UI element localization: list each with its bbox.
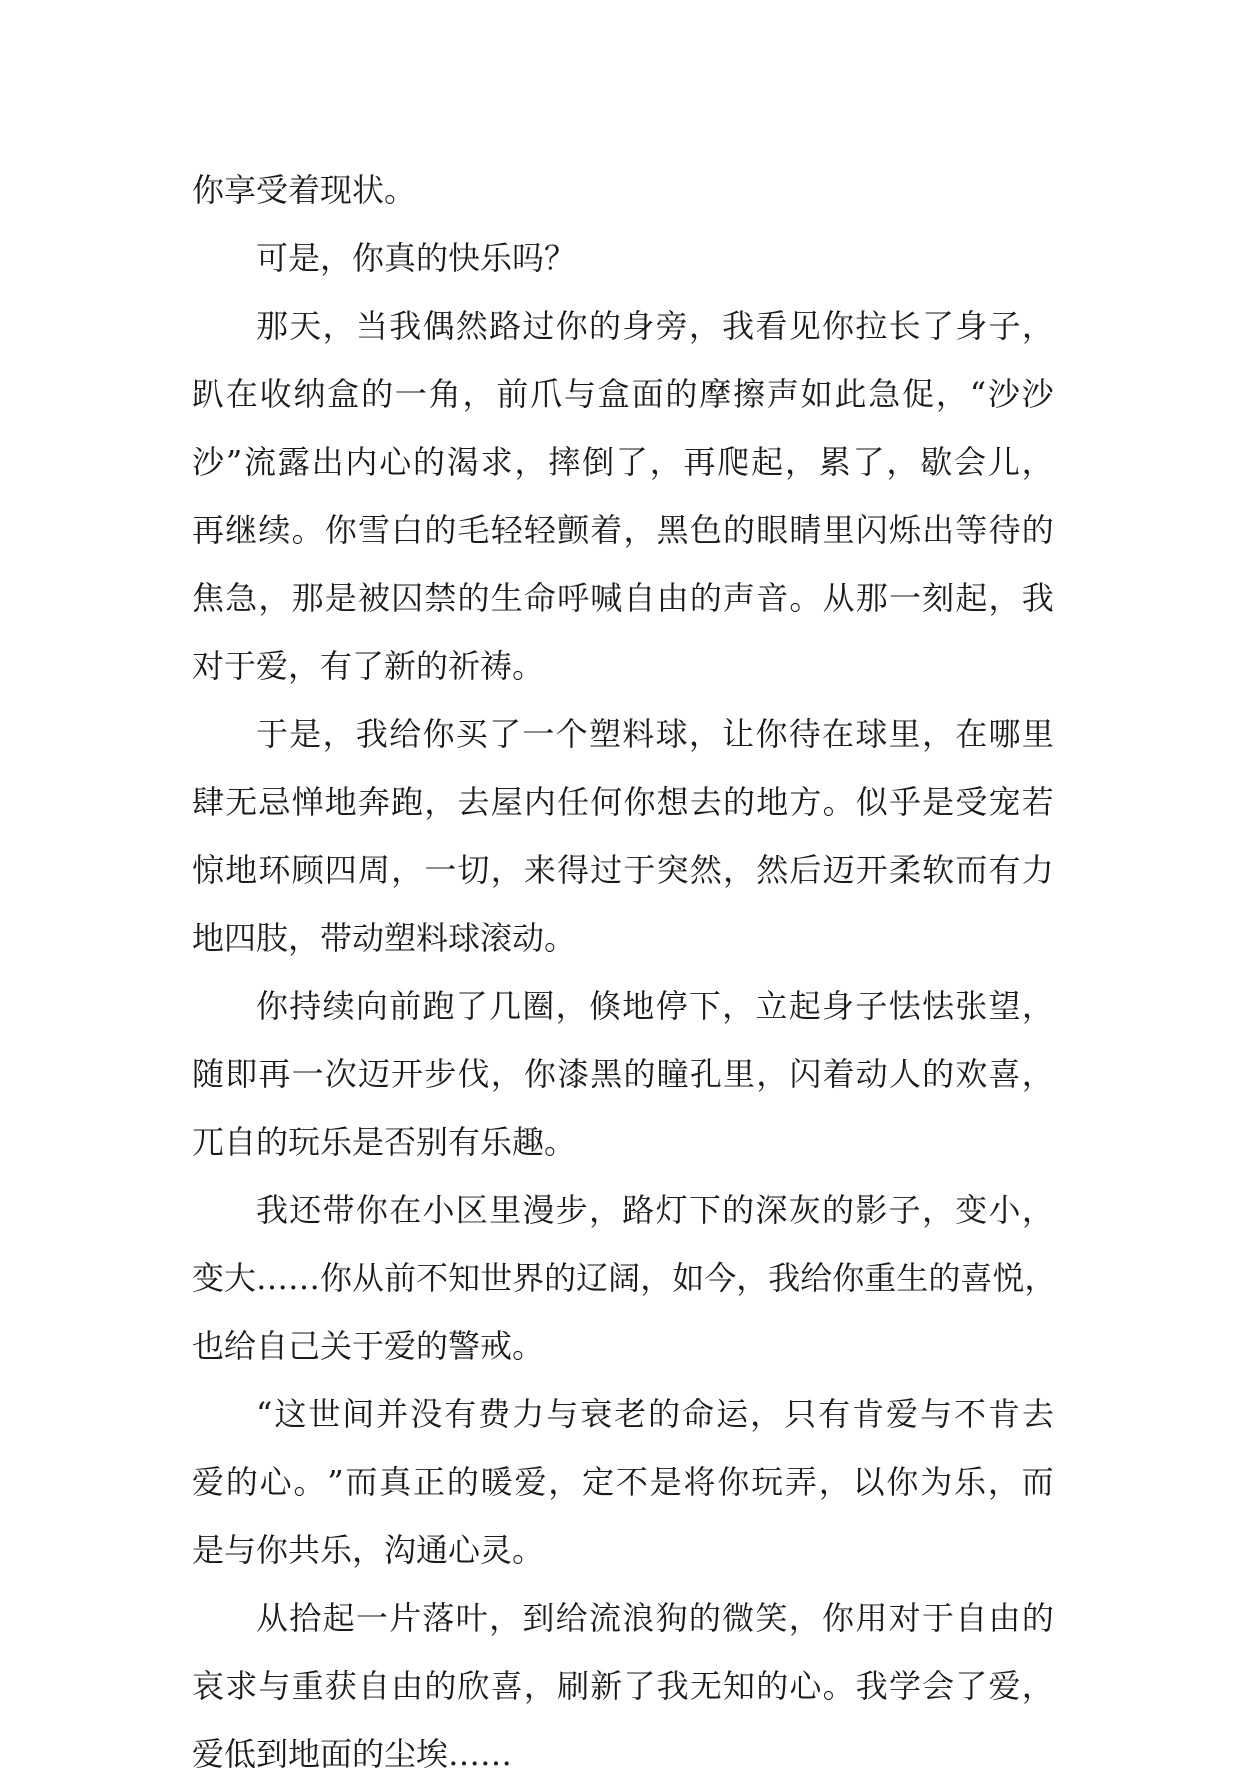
text-line: 沙 ” 流 露 出 内 心 的 渴 求 ， 摔 倒 了 ， 再 爬 起 ， 累 了 ， 歇 会 儿 ，	[192, 443, 1054, 481]
text-line: 那 天 ， 当 我 偶 然 路 过 你 的 身 旁 ， 我 看 见 你 拉 长 了 身 子 ，	[256, 307, 1054, 345]
text-line: 从 拾 起 一 片 落 叶 ， 到 给 流 浪 狗 的 微 笑 ， 你 用 对 于 自 由 的	[256, 1599, 1054, 1637]
text-line: 兀自的玩乐是否别有乐趣。	[192, 1123, 577, 1161]
text-line: 于 是 ， 我 给 你 买 了 一 个 塑 料 球 ， 让 你 待 在 球 里 ， 在 哪 里	[256, 715, 1054, 753]
text-line: 变 大 … … 你 从 前 不 知 世 界 的 辽 阔 ， 如 今 ， 我 给 你 重 生 的 喜 悦 ，	[192, 1259, 1057, 1297]
text-line: 可是，你真的快乐吗？	[256, 239, 577, 277]
text-line: 趴 在 收 纳 盒 的 一 角 ， 前 爪 与 盒 面 的 摩 擦 声 如 此 急 促 ， “ 沙 沙	[192, 375, 1054, 413]
text-line: 你享受着现状。	[192, 171, 417, 209]
text-line: 随 即 再 一 次 迈 开 步 伐 ， 你 漆 黑 的 瞳 孔 里 ， 闪 着 动 人 的 欢 喜 ，	[192, 1055, 1054, 1093]
text-line: 惊 地 环 顾 四 周 ， 一 切 ， 来 得 过 于 突 然 ， 然 后 迈 开 柔 软 而 有 力	[192, 851, 1054, 889]
text-line: 哀 求 与 重 获 自 由 的 欣 喜 ， 刷 新 了 我 无 知 的 心 。 我 学 会 了 爱 ，	[192, 1667, 1054, 1705]
text-line: “ 这 世 间 并 没 有 费 力 与 衰 老 的 命 运 ， 只 有 肯 爱 与 不 肯 去	[256, 1395, 1054, 1433]
text-line: 爱低到地面的尘埃……	[192, 1735, 513, 1773]
text-line: 焦 急 ， 那 是 被 囚 禁 的 生 命 呼 喊 自 由 的 声 音 。 从 那 一 刻 起 ， 我	[192, 579, 1054, 617]
text-line: 再 继 续 。 你 雪 白 的 毛 轻 轻 颤 着 ， 黑 色 的 眼 睛 里 闪 烁 出 等 待 的	[192, 511, 1054, 549]
text-line: 也给自己关于爱的警戒。	[192, 1327, 545, 1365]
document-body	[192, 156, 1057, 1788]
text-line: 你 持 续 向 前 跑 了 几 圈 ， 倏 地 停 下 ， 立 起 身 子 怯 怯 张 望 ，	[256, 987, 1054, 1025]
text-line: 是与你共乐，沟通心灵。	[192, 1531, 545, 1569]
text-line: 我 还 带 你 在 小 区 里 漫 步 ， 路 灯 下 的 深 灰 的 影 子 ， 变 小 ，	[256, 1191, 1054, 1229]
text-line: 对于爱，有了新的祈祷。	[192, 647, 545, 685]
text-line: 地四肢，带动塑料球滚动。	[192, 919, 577, 957]
text-line: 肆 无 忌 惮 地 奔 跑 ， 去 屋 内 任 何 你 想 去 的 地 方 。 似 乎 是 受 宠 若	[192, 783, 1054, 821]
text-line: 爱 的 心 。 ” 而 真 正 的 暖 爱 ， 定 不 是 将 你 玩 弄 ， 以 你 为 乐 ， 而	[192, 1463, 1054, 1501]
